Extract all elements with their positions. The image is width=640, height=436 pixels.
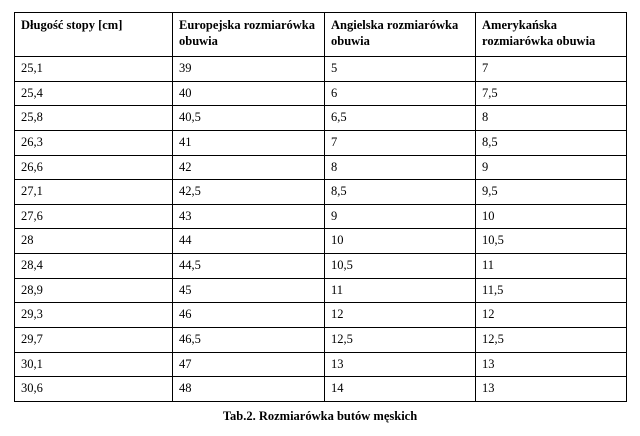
column-header-american-size: Amerykańska rozmiarówka obuwia [476, 13, 627, 57]
table-row [15, 180, 627, 205]
cell-american-size: 8,5 [476, 130, 627, 155]
table-row [15, 303, 627, 328]
cell-european-size: 40 [173, 81, 325, 106]
cell-foot-length: 26,3 [15, 130, 173, 155]
cell-american-size: 12 [476, 303, 627, 328]
cell-foot-length: 28,4 [15, 254, 173, 279]
cell-european-size: 43 [173, 204, 325, 229]
cell-american-size: 13 [476, 377, 627, 402]
cell-european-size: 46 [173, 303, 325, 328]
table-row [15, 130, 627, 155]
table-row [15, 352, 627, 377]
table-row [15, 327, 627, 352]
cell-european-size: 44,5 [173, 254, 325, 279]
cell-american-size: 7,5 [476, 81, 627, 106]
cell-european-size: 48 [173, 377, 325, 402]
cell-american-size: 9 [476, 155, 627, 180]
cell-foot-length: 25,8 [15, 106, 173, 131]
cell-european-size: 45 [173, 278, 325, 303]
cell-american-size: 12,5 [476, 327, 627, 352]
cell-foot-length: 27,1 [15, 180, 173, 205]
cell-english-size: 10,5 [325, 254, 476, 279]
cell-english-size: 5 [325, 57, 476, 82]
cell-european-size: 47 [173, 352, 325, 377]
cell-american-size: 13 [476, 352, 627, 377]
table-row [15, 57, 627, 82]
table-caption: Tab.2. Rozmiarówka butów męskich [222, 408, 418, 423]
column-header-english-size: Angielska rozmiarówka obuwia [325, 13, 476, 57]
cell-european-size: 46,5 [173, 327, 325, 352]
table-row [15, 278, 627, 303]
cell-american-size: 10,5 [476, 229, 627, 254]
column-header-european-size: Europejska rozmiarówka obuwia [173, 13, 325, 57]
cell-foot-length: 29,7 [15, 327, 173, 352]
table-row [15, 155, 627, 180]
cell-european-size: 44 [173, 229, 325, 254]
cell-english-size: 8,5 [325, 180, 476, 205]
cell-american-size: 7 [476, 57, 627, 82]
cell-english-size: 6 [325, 81, 476, 106]
cell-english-size: 12 [325, 303, 476, 328]
cell-foot-length: 30,6 [15, 377, 173, 402]
cell-european-size: 42,5 [173, 180, 325, 205]
cell-european-size: 42 [173, 155, 325, 180]
cell-american-size: 11 [476, 254, 627, 279]
table-row [15, 254, 627, 279]
table-row [15, 204, 627, 229]
cell-english-size: 12,5 [325, 327, 476, 352]
column-header-foot-length: Długość stopy [cm] [15, 13, 173, 57]
cell-foot-length: 29,3 [15, 303, 173, 328]
cell-foot-length: 25,1 [15, 57, 173, 82]
cell-european-size: 39 [173, 57, 325, 82]
cell-english-size: 8 [325, 155, 476, 180]
cell-foot-length: 26,6 [15, 155, 173, 180]
table-row [15, 106, 627, 131]
cell-foot-length: 28,9 [15, 278, 173, 303]
cell-english-size: 6,5 [325, 106, 476, 131]
cell-foot-length: 30,1 [15, 352, 173, 377]
table-row [15, 229, 627, 254]
cell-english-size: 13 [325, 352, 476, 377]
table-body [15, 57, 627, 402]
table-header [15, 13, 627, 57]
cell-american-size: 9,5 [476, 180, 627, 205]
shoe-size-table [14, 12, 627, 402]
cell-foot-length: 27,6 [15, 204, 173, 229]
cell-european-size: 41 [173, 130, 325, 155]
cell-english-size: 11 [325, 278, 476, 303]
cell-english-size: 10 [325, 229, 476, 254]
cell-english-size: 14 [325, 377, 476, 402]
cell-foot-length: 28 [15, 229, 173, 254]
cell-american-size: 10 [476, 204, 627, 229]
cell-foot-length: 25,4 [15, 81, 173, 106]
cell-english-size: 7 [325, 130, 476, 155]
table-header-row [15, 13, 627, 57]
cell-american-size: 8 [476, 106, 627, 131]
table-row [15, 377, 627, 402]
table-row [15, 81, 627, 106]
cell-european-size: 40,5 [173, 106, 325, 131]
cell-english-size: 9 [325, 204, 476, 229]
cell-american-size: 11,5 [476, 278, 627, 303]
